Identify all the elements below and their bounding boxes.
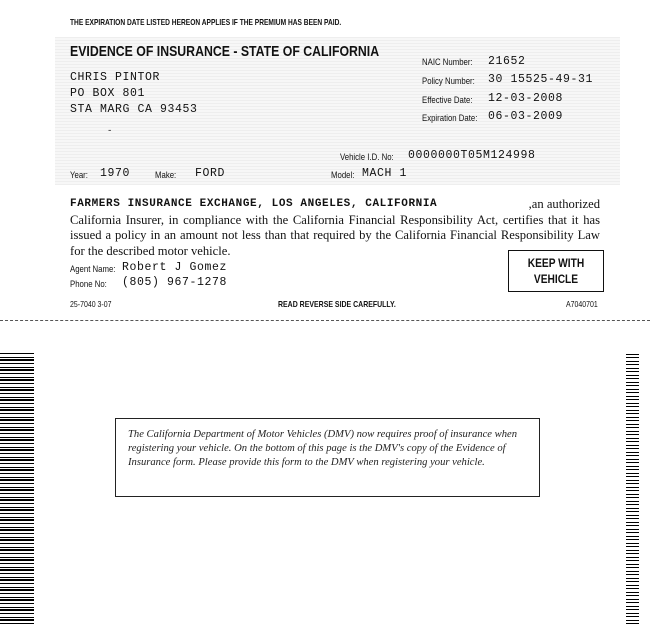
stray-mark: - <box>107 126 114 136</box>
form-code: 25-7040 3-07 <box>70 299 112 309</box>
agent-name-value: Robert J Gomez <box>122 261 228 274</box>
premium-note: THE EXPIRATION DATE LISTED HEREON APPLIES IF THE PREMIUM HAS BEEN PAID. <box>70 17 342 27</box>
barcode-left <box>0 353 34 624</box>
agent-phone-value: (805) 967-1278 <box>122 276 228 289</box>
dmv-notice-text: The California Department of Motor Vehicles (DMV) now requires proof of insurance when registering your vehicle. On the bottom of this page is the DMV's copy of the Evidence of Insurance form. Please provide this form to the DMV when registering your vehicle. <box>128 429 517 468</box>
expiration-date-value: 06-03-2009 <box>488 110 564 123</box>
insured-address-line1: PO BOX 801 <box>70 87 146 100</box>
policy-number-label: Policy Number: <box>422 76 475 87</box>
model-label: Model: <box>331 170 355 181</box>
reverse-side-instruction: READ REVERSE SIDE CAREFULLY. <box>278 299 396 309</box>
statement-tail: ,an authorized <box>528 197 600 211</box>
vin-value: 0000000T05M124998 <box>408 149 536 162</box>
naic-label: NAIC Number: <box>422 57 473 68</box>
insurer-name: FARMERS INSURANCE EXCHANGE, LOS ANGELES, CALIFORNIA <box>70 198 438 210</box>
form-code-right: A7040701 <box>566 299 598 309</box>
effective-date-label: Effective Date: <box>422 95 473 106</box>
agent-name-label: Agent Name: <box>70 264 116 275</box>
vin-label: Vehicle I.D. No: <box>340 152 394 163</box>
barcode-right <box>626 353 639 624</box>
card-title: EVIDENCE OF INSURANCE - STATE OF CALIFORNIA <box>70 43 380 60</box>
keep-with-vehicle-box <box>508 250 604 292</box>
keep-line1: KEEP WITH <box>527 256 585 270</box>
perforation-line <box>0 320 650 321</box>
make-label: Make: <box>155 170 177 181</box>
agent-phone-label: Phone No: <box>70 279 107 290</box>
effective-date-value: 12-03-2008 <box>488 92 564 105</box>
model-value: MACH 1 <box>362 167 408 180</box>
insured-address-line2: STA MARG CA 93453 <box>70 103 198 116</box>
naic-value: 21652 <box>488 55 526 68</box>
policy-number-value: 30 15525-49-31 <box>488 73 594 86</box>
keep-line2: VEHICLE <box>533 272 579 286</box>
year-value: 1970 <box>100 167 131 180</box>
year-label: Year: <box>70 170 88 181</box>
dmv-notice-box <box>115 418 540 497</box>
statement-body: California Insurer, in compliance with the California Financial Responsibility Act, certifies that it has issued a policy in an amount not less than that required by the California Financial Responsibility Law for the described motor vehicle. <box>70 212 600 258</box>
expiration-date-label: Expiration Date: <box>422 113 478 124</box>
make-value: FORD <box>195 167 226 180</box>
insured-name: CHRIS PINTOR <box>70 71 161 84</box>
